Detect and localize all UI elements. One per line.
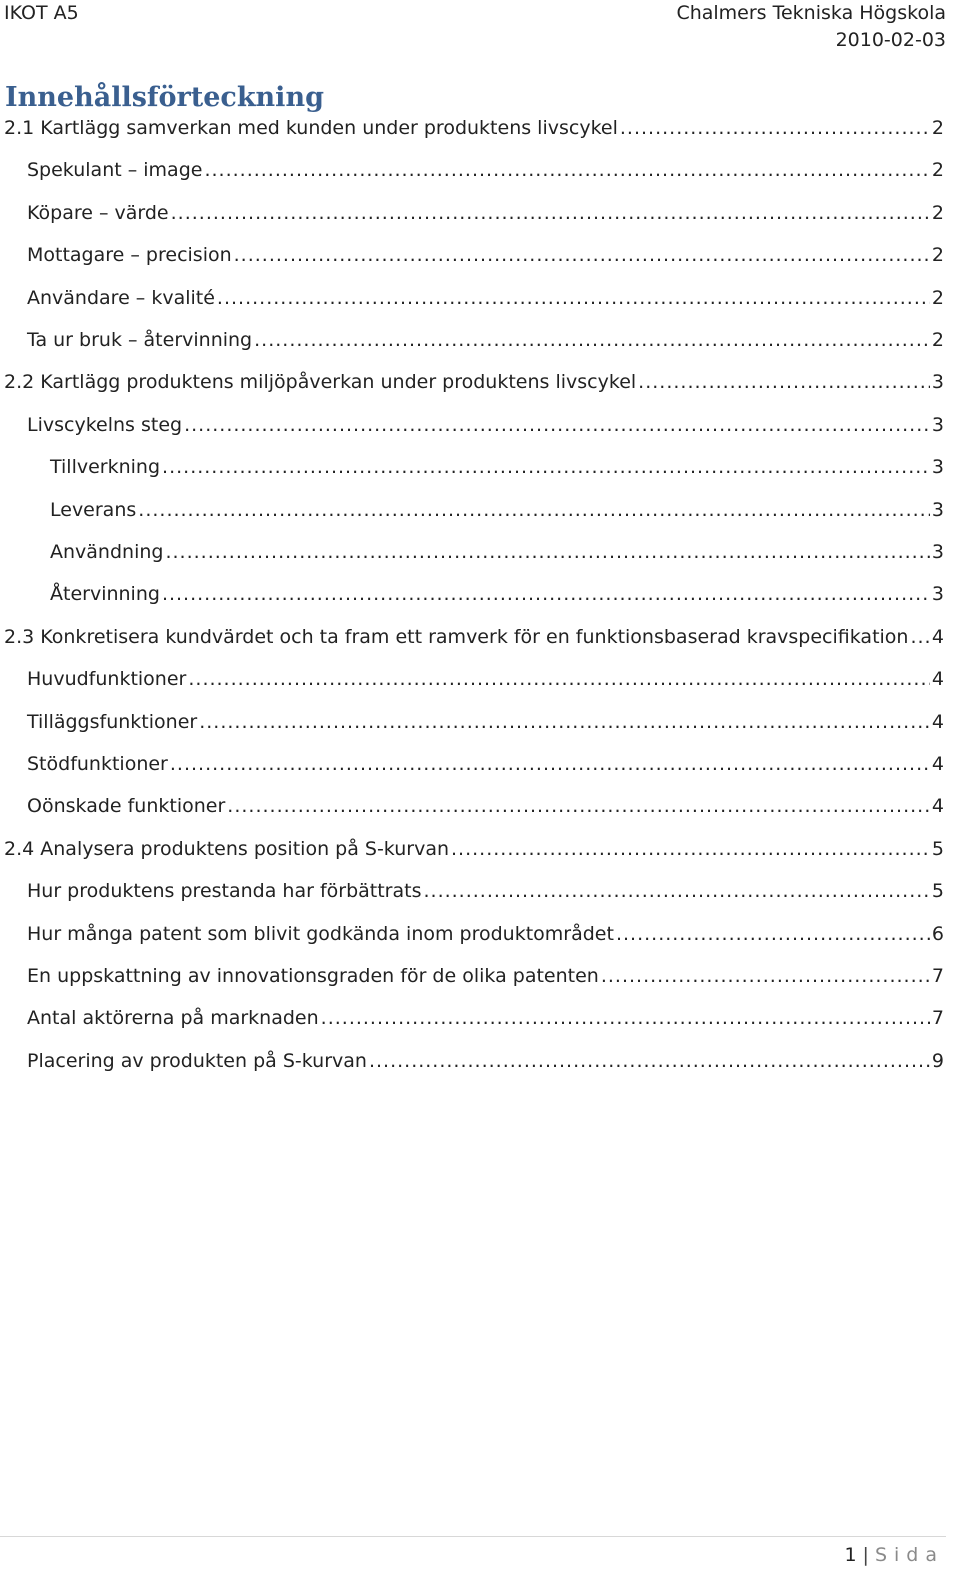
toc-entry-page: 2 (931, 244, 944, 267)
toc-entry-label: Hur produktens prestanda har förbättrats (27, 880, 422, 903)
toc-leader-dots (451, 834, 930, 864)
toc-leader-dots (138, 495, 930, 525)
toc-leader-dots (227, 791, 930, 821)
toc-entry-page: 6 (931, 922, 944, 945)
toc-entry[interactable] (27, 791, 944, 821)
toc-entry[interactable] (50, 579, 944, 609)
toc-leader-dots (184, 410, 930, 440)
toc-entry[interactable] (27, 961, 944, 991)
toc-leader-dots (170, 749, 930, 779)
toc-entry-page: 3 (931, 413, 944, 436)
toc-entry-page: 3 (931, 498, 944, 521)
toc-entry-label: Tilläggsfunktioner (27, 710, 198, 733)
toc-leader-dots (217, 283, 930, 313)
toc-leader-dots (638, 367, 930, 397)
toc-entry-page: 2 (931, 117, 944, 139)
toc-entry-page: 4 (931, 710, 944, 733)
toc-entry-label: Användning (50, 541, 164, 563)
toc-leader-dots (423, 876, 929, 906)
toc-leader-dots (199, 707, 930, 737)
toc-entry-label: Livscykelns steg (27, 413, 183, 436)
toc-entry-label: Leverans (50, 498, 137, 521)
toc-leader-dots (601, 961, 930, 991)
toc-leader-dots (321, 1003, 930, 1033)
footer-page-word: Sida (874, 1544, 944, 1566)
toc-entry[interactable] (50, 452, 944, 482)
toc-entry[interactable] (27, 283, 944, 313)
toc-entry-label: Köpare – värde (27, 201, 169, 224)
toc-entry[interactable] (27, 749, 944, 779)
toc-entry-label: Tillverkning (50, 456, 161, 479)
toc-leader-dots (165, 537, 929, 567)
toc-entry-page: 5 (931, 837, 944, 860)
toc-entry[interactable] (27, 664, 944, 694)
toc-leader-dots (171, 198, 930, 228)
toc-entry[interactable] (4, 622, 944, 652)
toc-entry-page: 9 (931, 1049, 944, 1072)
header-course: IKOT A5 (4, 2, 79, 24)
toc-entry[interactable] (27, 919, 944, 949)
toc-entry[interactable] (27, 240, 944, 270)
toc-entry-label: Användare – kvalité (27, 286, 215, 309)
toc-entry-page: 2 (931, 159, 944, 182)
toc-entry-page: 4 (931, 625, 944, 648)
toc-entry-label: 2.2 Kartlägg produktens miljöpåverkan under produktens livscykel (4, 371, 637, 394)
toc-entry-label: Mottagare – precision (27, 244, 232, 267)
toc-entry-label: En uppskattning av innovationsgraden för de olika patenten (27, 965, 599, 987)
toc-entry-label: 2.1 Kartlägg samverkan med kunden under produktens livscykel (4, 117, 618, 139)
toc-leader-dots (162, 579, 930, 609)
toc-entry[interactable] (27, 325, 944, 355)
toc-entry[interactable] (27, 1046, 944, 1076)
toc-entry[interactable] (50, 495, 944, 525)
header-school: Chalmers Tekniska Högskola (676, 2, 946, 24)
toc-entry-label: Antal aktörerna på marknaden (27, 1007, 319, 1030)
toc-leader-dots (204, 155, 929, 185)
toc-entry-page: 2 (931, 201, 944, 224)
header-date: 2010-02-03 (835, 29, 946, 51)
footer-divider (0, 1536, 946, 1537)
toc-entry-page: 4 (931, 795, 944, 818)
toc-entry-page: 2 (931, 329, 944, 351)
toc-leader-dots (910, 622, 929, 652)
toc-entry[interactable] (27, 707, 944, 737)
footer-page-number: 1 (844, 1544, 857, 1566)
toc-entry-label: Hur många patent som blivit godkända inom produktområdet (27, 922, 614, 945)
toc-entry-label: Återvinning (50, 583, 160, 606)
toc-entry-page: 3 (931, 541, 944, 563)
toc-entry-page: 2 (931, 286, 944, 309)
toc-entry[interactable] (4, 367, 944, 397)
toc-leader-dots (616, 919, 930, 949)
toc-entry-page: 4 (931, 668, 944, 691)
toc-entry-page: 7 (931, 1007, 944, 1030)
toc-entry-label: Stödfunktioner (27, 753, 168, 775)
toc-entry-label: Huvudfunktioner (27, 668, 187, 691)
toc-entry-page: 3 (931, 456, 944, 479)
toc-title: Innehållsförteckning (5, 82, 324, 113)
toc-entry[interactable] (27, 155, 944, 185)
toc-entry[interactable] (4, 113, 944, 143)
toc-entry[interactable] (27, 1003, 944, 1033)
toc-entry-page: 4 (931, 753, 944, 775)
footer-separator: | (862, 1544, 869, 1566)
toc-entry[interactable] (27, 876, 944, 906)
toc-leader-dots (369, 1046, 930, 1076)
toc-entry-label: Ta ur bruk – återvinning (27, 329, 253, 351)
toc-entry-page: 3 (931, 371, 944, 394)
footer (844, 1542, 944, 1568)
toc-entry-label: Oönskade funktioner (27, 795, 226, 818)
toc-entry-page: 7 (931, 965, 944, 987)
toc-entry[interactable] (50, 537, 944, 567)
toc-entry-page: 3 (931, 583, 944, 606)
toc-entry[interactable] (27, 198, 944, 228)
toc-entry-label: 2.3 Konkretisera kundvärdet och ta fram ett ramverk för en funktionsbaserad kravspecifikation (4, 625, 909, 648)
toc-leader-dots (234, 240, 930, 270)
toc-leader-dots (254, 325, 930, 355)
toc-leader-dots (162, 452, 930, 482)
toc-entry[interactable] (27, 410, 944, 440)
toc-leader-dots (188, 664, 930, 694)
toc-leader-dots (620, 113, 930, 143)
toc-entry-label: Spekulant – image (27, 159, 203, 182)
toc-entry-label: 2.4 Analysera produktens position på S-kurvan (4, 837, 450, 860)
toc-entry-page: 5 (931, 880, 944, 903)
header-right (676, 0, 946, 54)
toc-entry-label: Placering av produkten på S-kurvan (27, 1049, 367, 1072)
toc-entry[interactable] (4, 834, 944, 864)
